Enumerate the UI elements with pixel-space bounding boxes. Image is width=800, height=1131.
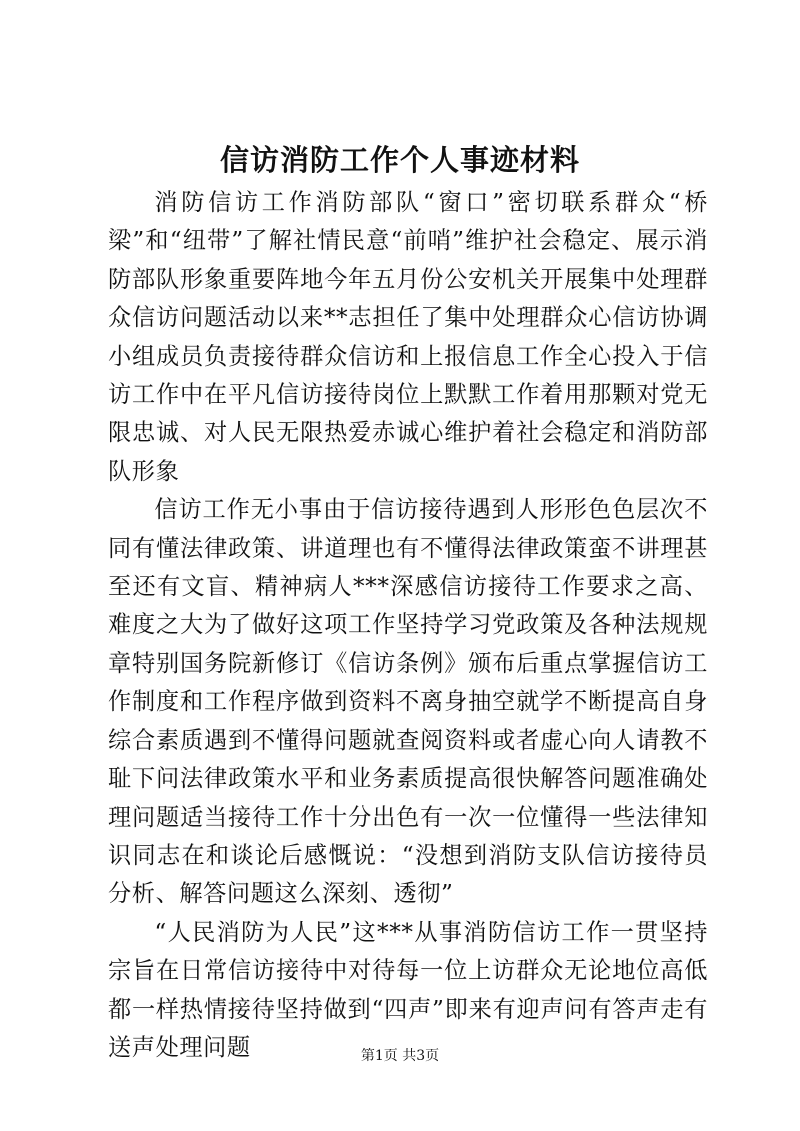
document-title: 信访消防工作个人事迹材料 xyxy=(219,143,580,177)
document-body xyxy=(108,184,708,1067)
page-number-footer: 第1页 共3页 xyxy=(360,1048,440,1064)
paragraph-3: “人民消防为人民”这***从事消防信访工作一贯坚持宗旨在日常信访接待中对待每一位上访群众无论地位高低都一样热情接待坚持做到“四声”即来有迎声问有答声走有送声处理问题 xyxy=(108,918,708,1061)
paragraph-1: 消防信访工作消防部队“窗口”密切联系群众“桥梁”和“纽带”了解社情民意“前哨”维护社会稳定、展示消防部队形象重要阵地今年五月份公安机关开展集中处理群众信访问题活动以来**志担任了集中处理群众心信访协调小组成员负责接待群众信访和上报信息工作全心投入于信访工作中在平凡信访接待岗位上默默工作着用那颗对党无限忠诚、对人民无限热爱赤诚心维护着社会稳定和消防部队形象 xyxy=(108,189,708,485)
paragraph-2: 信访工作无小事由于信访接待遇到人形形色色层次不同有懂法律政策、讲道理也有不懂得法律政策蛮不讲理甚至还有文盲、精神病人***深感信访接待工作要求之高、难度之大为了做好这项工作坚持学习党政策及各种法规规章特别国务院新修订《信访条例》颁布后重点掌握信访工作制度和工作程序做到资料不离身抽空就学不断提高自身综合素质遇到不懂得问题就查阅资料或者虚心向人请教不耻下问法律政策水平和业务素质提高很快解答问题准确处理问题适当接待工作十分出色有一次一位懂得一些法律知识同志在和谈论后感慨说：“没想到消防支队信访接待员分析、解答问题这么深刻、透彻” xyxy=(108,496,708,908)
